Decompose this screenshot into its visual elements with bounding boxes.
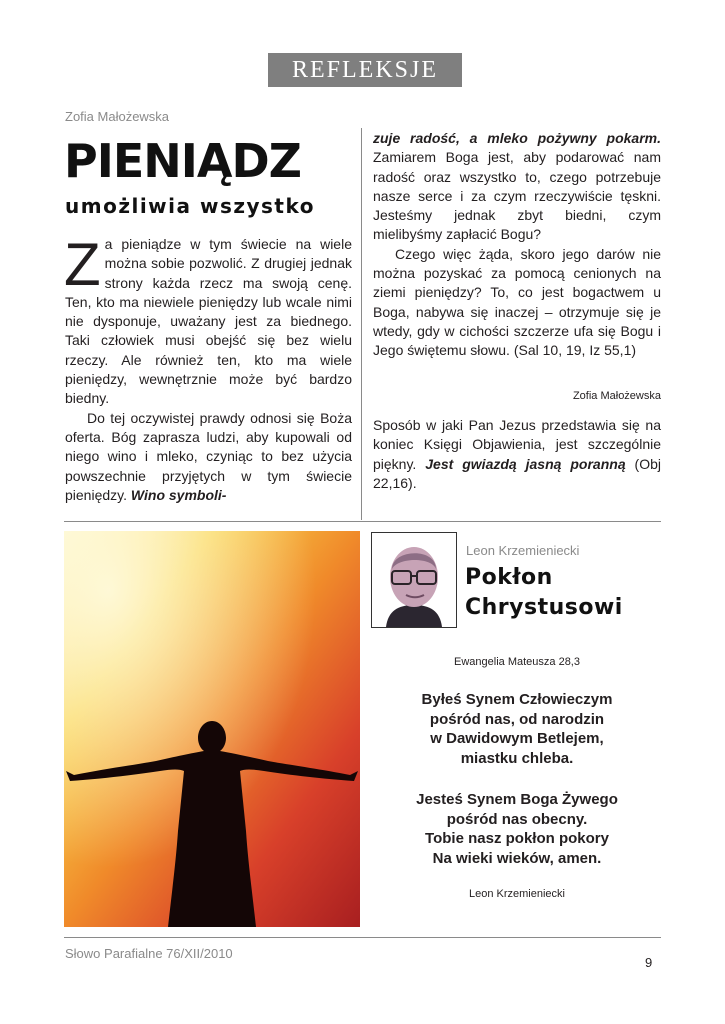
poem-line: Tobie nasz pokłon pokory — [425, 830, 609, 848]
left-paragraph-1: a pieniądze w tym świecie na wiele można sobie pozwolić. Z drugiej jednak strony każda rzecz ma swoją cenę. Ten, kto ma niewiele pieniędzy lub wcale nimi nie dysponuje, uważany jest za biednego. Taki człowiek musi obejść się bez wielu rzeczy. Ale również ten, kto ma wiele pieniędzy, wewnętrznie może być bardzo biedny. — [65, 236, 352, 407]
poem-line: Na wieki wieków, amen. — [432, 849, 602, 867]
right-paragraph-1-emphasis: zuje radość, a mleko pożywny pokarm. — [373, 130, 661, 146]
gospel-reference: Ewangelia Mateusza 28,3 — [454, 656, 580, 668]
right-column-lower — [373, 416, 661, 493]
poem-author: Leon Krzemieniecki — [466, 543, 580, 558]
right-paragraph-3-end: (Obj 22,16). — [373, 455, 662, 491]
poem-title-line-1: Pokłon — [465, 565, 553, 590]
section-divider — [64, 521, 661, 522]
silhouette-photo — [64, 531, 360, 927]
footer-divider — [64, 937, 661, 938]
poem-signature: Leon Krzemieniecki — [469, 888, 565, 900]
left-column — [64, 231, 352, 505]
poem-line: Jesteś Synem Boga Żywego — [416, 791, 618, 808]
left-paragraph-2: Do tej oczywistej prawdy odnosi się Boża oferta. Bóg zaprasza ludzi, aby kupowali od niego wino i mleko, czyniąc to bez użycia powszechnie przyjętych w tym świecie pieniędzy. — [65, 409, 352, 503]
article-author: Zofia Małożewska — [65, 109, 170, 124]
left-paragraph-2-emphasis: Wino symboli- — [127, 486, 227, 503]
poem-stanza-2 — [373, 790, 661, 868]
right-paragraph-2: Czego więc żąda, skoro jego darów nie można pozyskać za pomocą cenionych na ziemi pieniędzy? To, co jest bogactwem u Boga, nabywa się inaczej – otrzymuje się je wtedy, gdy w cichości szczerze ufa się Bogu i Jego świętemu słowu. (Sal 10, 19, Iz 55,1) — [373, 245, 661, 359]
poem-stanza-1 — [373, 690, 661, 768]
drop-cap: Z — [64, 231, 101, 298]
poem-line: w Dawidowym Betlejem, — [430, 730, 604, 748]
publication-footer: Słowo Parafialne 76/XII/2010 — [65, 946, 233, 961]
article-subtitle: umożliwia wszystko — [65, 194, 315, 218]
right-paragraph-3-emphasis: Jest gwiazdą jasną poranną — [416, 455, 626, 472]
right-paragraph-3: Sposób w jaki Pan Jezus przedstawia się na koniec Księgi Objawienia, jest szczególnie piękny. — [373, 417, 661, 472]
poem-line: miastku chleba. — [460, 749, 574, 767]
poem-line: pośród nas, od narodzin — [429, 710, 605, 728]
article-title: PIENIĄDZ — [64, 134, 302, 188]
right-column — [373, 129, 661, 361]
section-banner: REFLEKSJE — [268, 53, 462, 87]
column-divider — [361, 128, 362, 520]
poem-title — [465, 563, 623, 623]
page-number: 9 — [645, 955, 653, 970]
poem-line: pośród nas obecny. — [446, 810, 588, 828]
author-portrait — [371, 532, 457, 628]
poem-title-line-2: Chrystusowi — [465, 595, 623, 620]
article-signature: Zofia Małożewska — [572, 390, 661, 402]
poem-line: Byłeś Synem Człowieczym — [421, 691, 613, 708]
right-paragraph-1: Zamiarem Boga jest, aby podarować nam radość oraz wszystko to, czego potrzebuje nasze serce i za czym rzeczywiście tęskni. Jesteśmy jednak zbyt biedni, czym mielibyśmy zapłacić Bogu? — [373, 149, 661, 243]
